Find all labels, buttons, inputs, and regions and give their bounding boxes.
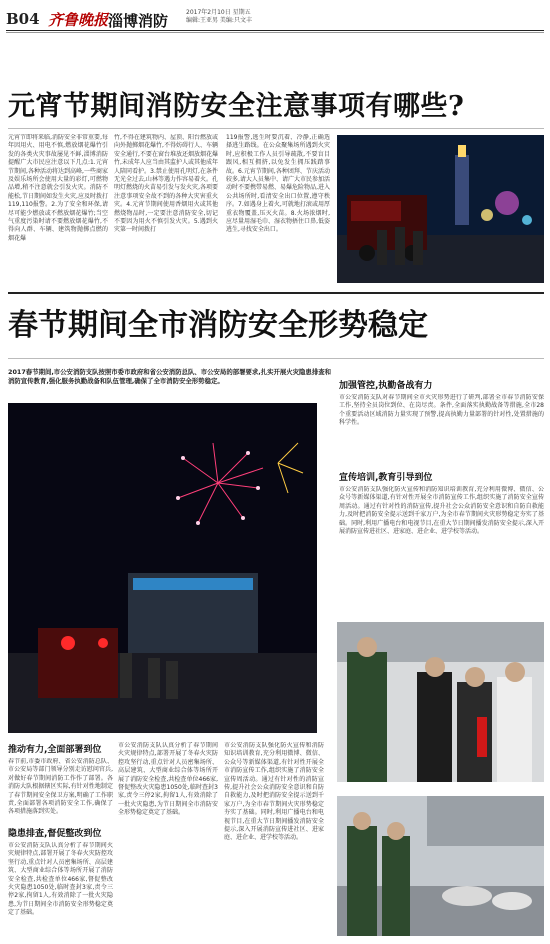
- subhead-education: 宣传培训,教育引导到位: [339, 473, 433, 483]
- section-title: 淄博消防: [108, 12, 169, 30]
- editor-text: 编辑:王亚男 美编:只文丰: [186, 17, 252, 24]
- fire-truck-night-photo-art: [337, 135, 544, 283]
- article1-col1: 元宵节即将来临,消防安全非常重要,每年因用火、用电不慎,燃放烟花爆竹引发的各类火灾事故屡见不鲜,淄博消防提醒广大市民应注意以下几点:1.元宵节期间,各种活动将达到高峰,一些商家及娱乐场所会使用大量的彩灯,可燃物品增,稍不注意就会引发火灾。消防不能松,节日期间如发生火灾,应及时拨打119,110报警。2.为了安全和环保,请尽可能少燃放或不燃放烟花爆竹;当空气重度污染时请不要燃放烟花爆竹,不得向人群、车辆、建筑物抛掷点燃的烟花爆: [8, 134, 108, 242]
- fireworks-photo: [8, 403, 317, 733]
- article1-rule: [8, 128, 544, 129]
- header-rule: [6, 30, 544, 31]
- subhead-deploy-text: 春节前,市委市政府、省公安消防总队、市公安局等部门领导分别走访慰问官兵,对做好春节期间消防工作作了部署。各消防大队根据辖区实际,有针对性地制定了春节期间安全保卫方案,明确了工作职责,全面部署各项消防安全工作,确保了各项措施落到实处。: [8, 758, 113, 816]
- page-number: B04: [6, 10, 40, 28]
- subhead-control: 加强管控,执勤备战有力: [339, 381, 433, 391]
- subhead-deploy: 推动有力,全面部署到位: [8, 745, 102, 755]
- article1-title: 元宵节期间消防安全注意事项有哪些?: [8, 91, 465, 122]
- fire-truck-night-photo: [337, 135, 544, 283]
- article2-rule: [8, 358, 544, 359]
- article1-col2: 竹,不得在建筑物内、屋顶、阳台燃放或向外抛掷烟花爆竹,不得妨碍行人、车辆安全通行,不要在窗台堆放还烟放烟花爆竹,未成年人应当由其监护人或其他成年人陪同看护。3.禁止使用孔明灯,在条件无光全过去,山林等遇力作容易着火。孔明灯燃烧的火苗易引发与发火灾,各项要注意事项安全故不到的各种大灾害重火灾。4.元宵节期间使用香烟用火或其他燃烧物品时,一定要注意消防安全,切记不要因为用火不慎引发火灾。5.遇到火灾第一时间拨打: [114, 134, 218, 234]
- article2-col3: 市公安消防支队强化防火宣传和消防知识培训教育,充分利用微博、微信、公众号等新媒体渠道,有针对性开展全市消防宣传工作,组织实施了消防安全宣传周活动。通过有针对性的消防宣传,提升社会公众消防安全意识和自防自救能力,及时把消防安全提示送到千家万户,为全市春节期间火灾形势稳定夯实了基础。同时,利用广播电台和电视节目,在重大节日期间播发消防安全提示,深入开展消防宣传进社区、进家庭、进企业、进学校等活动。: [224, 742, 324, 842]
- inspection-photo-2: [337, 796, 544, 936]
- subhead-hazard: 隐患排查,督促整改到位: [8, 829, 102, 839]
- inspection-photo-1-art: [337, 622, 544, 782]
- header-rule-thin: [6, 32, 544, 33]
- article1-col3: 119报警,逃生时要沉着、冷静,正确选择逃生路线。在公众聚集场所遇到火灾时,应积极工作人员引导疏散,不要盲目跟风,相互拥挤,以免发生拥压践踏事故。6.元宵节期间,各种团拜、节庆活动较多,请大人员集中、请广大市民参加活动时不要携带易燃、易爆危险物品,进入公共场所时,看清安全出口位置,遵守秩序。7.如遇身上着火,可就地打滚或用厚重衣物覆盖,压灭火苗。8.火场浓烟时,应尽量用湿毛巾、湿衣物捂住口鼻,低姿逃生,寻找安全出口。: [226, 134, 330, 234]
- subhead-education-text: 市公安消防支队强化防火宣传和消防知识培训教育,充分利用微博、微信、公众号等新媒体渠道,有针对性开展全市消防宣传工作,组织实施了消防安全宣传周活动。通过有针对性的消防宣传,提升社会公众消防安全意识和自防自救能力,及时把消防安全提示送到千家万户,为全市春节期间火灾形势稳定夯实了基础。同时,利用广播电台和电视节目,在重大节日期间播发消防安全提示,深入开展消防宣传进社区、进家庭、进企业、进学校等活动。: [339, 486, 544, 536]
- newspaper-logo: 齐鲁晚报: [48, 11, 109, 29]
- article-divider: [8, 292, 544, 294]
- date-text: 2017年2月10日 星期五: [186, 9, 251, 16]
- article2-lead: 2017春节期间,市公安消防支队按照市委市政府和省公安消防总队、市公安局的部署要求,扎实开展火灾隐患排查和消防宣传教育,强化服务执勤战备和队伍管理,确保了全市消防安全形势稳定。: [8, 368, 331, 385]
- inspection-photo-1: [337, 622, 544, 782]
- article2-title: 春节期间全市消防安全形势稳定: [8, 308, 428, 343]
- subhead-control-text: 市公安消防支队对春节期间全市火灾形势进行了研判,部署全市春节消防安保工作,坚持全员岗位到位、在岗尽责。条件,全面落实执勤战备等措施,全市28个重要活动区域消防力量实现了预警,提高执勤力量部署的针对性,处置措施的科学性。: [339, 394, 544, 427]
- subhead-hazard-text: 市公安消防支队认真分析了春节期间火灾规律特点,部署开展了冬春火灾防控攻坚行动,重点针对人员密集场所、高层建筑、大型商业综合体等场所开展了消防安全检查,共检查单位466家,督促整改火灾隐患1050处,临时查封3家,责令三停2家,拘留1人,有效消除了一批火灾隐患,为节日期间全市消防安全形势稳定奠定了基础。: [8, 842, 113, 917]
- inspection-photo-2-art: [337, 796, 544, 936]
- article2-col2: 市公安消防支队认真分析了春节期间火灾规律特点,部署开展了冬春火灾防控攻坚行动,重点针对人员密集场所、高层建筑、大型商业综合体等场所开展了消防安全检查,共检查单位466家,督促整改火灾隐患1050处,临时查封3家,责令三停2家,拘留1人,有效消除了一批火灾隐患,为节日期间全市消防安全形势稳定奠定了基础。: [118, 742, 218, 817]
- date-line: [186, 9, 252, 25]
- fireworks-photo-art: [8, 403, 317, 733]
